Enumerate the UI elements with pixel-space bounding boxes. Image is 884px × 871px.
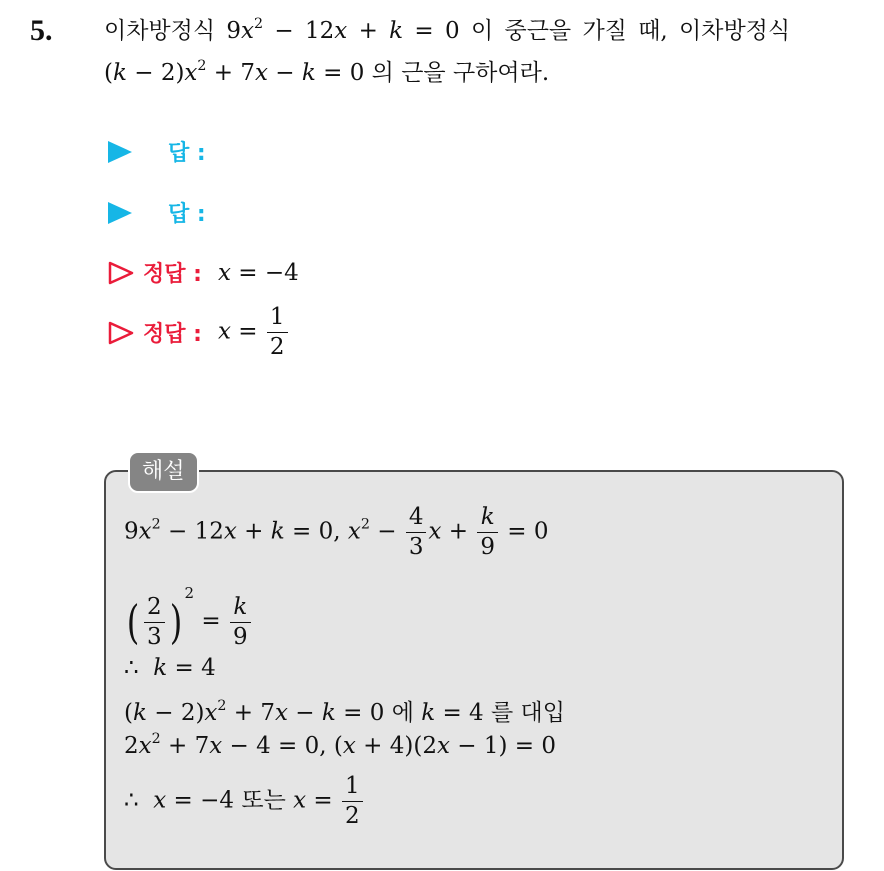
math-op: + <box>236 518 271 545</box>
math-op: + <box>441 518 476 545</box>
denominator: 9 <box>233 623 248 650</box>
math-term: = <box>230 318 265 345</box>
question-text: 이 중근을 가질 때, 이차방정식 <box>459 18 791 44</box>
math-var: x <box>275 700 288 726</box>
math-op: = <box>194 608 228 634</box>
math-term: 9 <box>226 18 242 44</box>
solution-line-6 <box>124 775 365 828</box>
answer-label: 답 : <box>168 202 206 227</box>
math-var: k <box>270 518 285 545</box>
fraction <box>477 506 498 559</box>
math-exponent: 2 <box>184 584 195 602</box>
outline-triangle-icon <box>108 261 134 285</box>
correct-answer-row-2 <box>108 306 290 359</box>
math-op: − <box>268 60 302 86</box>
correct-answer-row-1 <box>108 257 299 288</box>
math-var: x <box>209 733 223 759</box>
math-term: = 0 <box>500 518 549 545</box>
fraction <box>144 593 165 650</box>
math-term: = 0, <box>284 518 348 545</box>
math-var: x <box>217 318 231 345</box>
denominator: 3 <box>146 623 162 650</box>
solution-line-3 <box>124 655 216 681</box>
correct-answer-value <box>218 306 290 359</box>
math-var: x <box>204 700 218 726</box>
math-var: x <box>428 518 442 545</box>
denominator: 2 <box>269 334 285 360</box>
solution-line-1 <box>124 506 549 559</box>
math-var: x <box>255 60 268 86</box>
math-op: − <box>369 518 404 545</box>
math-term: ( <box>124 700 133 726</box>
solution-tag: 해설 <box>128 451 199 493</box>
math-term: = 4 <box>167 655 216 681</box>
correct-answer-value <box>218 260 299 286</box>
math-var: x <box>241 18 255 44</box>
therefore-symbol: ∴ <box>124 655 139 681</box>
math-op: + <box>347 18 390 44</box>
math-term: 9 <box>124 518 139 545</box>
math-term: = 4 <box>435 700 484 726</box>
filled-triangle-icon <box>108 141 132 163</box>
math-exponent: 2 <box>360 516 370 533</box>
fraction <box>406 506 427 559</box>
solution-text: 를 대입 <box>483 700 565 726</box>
math-term: = −4 <box>230 259 299 286</box>
correct-answer-label: 정답 : <box>143 262 202 287</box>
math-exponent: 2 <box>197 58 207 75</box>
math-var: x <box>138 518 152 545</box>
math-term: = 0 <box>315 60 365 86</box>
numerator: 4 <box>406 506 427 533</box>
math-term: − 4 = 0, ( <box>222 733 343 759</box>
fraction <box>342 775 363 828</box>
math-var: k <box>389 18 404 44</box>
filled-triangle-icon <box>108 202 132 224</box>
math-var: x <box>334 18 348 44</box>
math-var: k <box>233 593 248 620</box>
math-term: + 7 <box>226 700 276 726</box>
denominator: 9 <box>480 534 495 560</box>
solution-line-2 <box>124 584 253 649</box>
solution-text: 또는 <box>241 787 294 814</box>
question-line-2 <box>104 54 549 87</box>
math-var: x <box>436 733 450 759</box>
numerator: 1 <box>267 306 288 333</box>
math-term: − 2) <box>126 60 185 86</box>
numerator: 1 <box>342 775 363 802</box>
left-paren: ( <box>126 595 140 649</box>
math-op: − <box>288 700 322 726</box>
math-var: x <box>342 733 356 759</box>
fraction <box>230 593 251 650</box>
math-var: x <box>347 518 361 545</box>
denominator: 2 <box>345 803 360 829</box>
math-var: x <box>153 787 167 814</box>
math-var: k <box>112 60 127 86</box>
math-term: − 12 <box>160 518 224 545</box>
math-var: k <box>321 700 336 726</box>
question-text: 이차방정식 <box>104 18 227 44</box>
answer-label: 답 : <box>168 141 206 166</box>
math-var: x <box>293 787 307 814</box>
question-text: 의 근을 구하여라. <box>364 60 550 86</box>
math-term: − 2) <box>146 700 205 726</box>
correct-answer-label: 정답 : <box>143 322 202 347</box>
solution-line-5 <box>124 733 556 759</box>
math-var: x <box>184 60 198 86</box>
math-term: + 7 <box>160 733 210 759</box>
math-exponent: 2 <box>151 516 161 533</box>
math-exponent: 2 <box>151 731 161 748</box>
solution-text: 에 <box>391 700 422 726</box>
question-number: 5. <box>30 14 53 47</box>
math-exponent: 2 <box>254 16 264 33</box>
math-var: k <box>153 655 168 681</box>
right-paren: ) <box>169 595 182 649</box>
math-var: k <box>480 504 495 530</box>
math-var: k <box>301 60 316 86</box>
math-var: x <box>138 733 152 759</box>
fraction <box>267 306 288 359</box>
outline-triangle-icon <box>108 321 134 345</box>
answer-row-2[interactable] <box>108 197 206 228</box>
answer-row-1[interactable] <box>108 136 206 167</box>
solution-line-4 <box>124 694 565 727</box>
question-line-1 <box>104 12 790 45</box>
numerator <box>477 506 498 533</box>
math-term: 2 <box>124 733 139 759</box>
denominator: 3 <box>408 534 424 560</box>
math-term: = 0 <box>335 700 392 726</box>
math-var: k <box>132 700 147 726</box>
numerator <box>230 593 251 623</box>
math-term: + 7 <box>206 60 256 86</box>
math-var: x <box>223 518 237 545</box>
math-term: = <box>306 787 340 814</box>
math-term: = 0 <box>403 18 460 44</box>
numerator: 2 <box>144 596 165 623</box>
math-term: − 12 <box>263 18 335 44</box>
math-var: k <box>421 700 436 726</box>
math-term: + 4)(2 <box>355 733 437 759</box>
math-exponent: 2 <box>217 698 227 715</box>
math-var: x <box>217 259 231 286</box>
math-term: ( <box>104 60 113 86</box>
therefore-symbol: ∴ <box>124 787 139 814</box>
math-term: = −4 <box>166 787 242 814</box>
math-term: − 1) = 0 <box>449 733 556 759</box>
